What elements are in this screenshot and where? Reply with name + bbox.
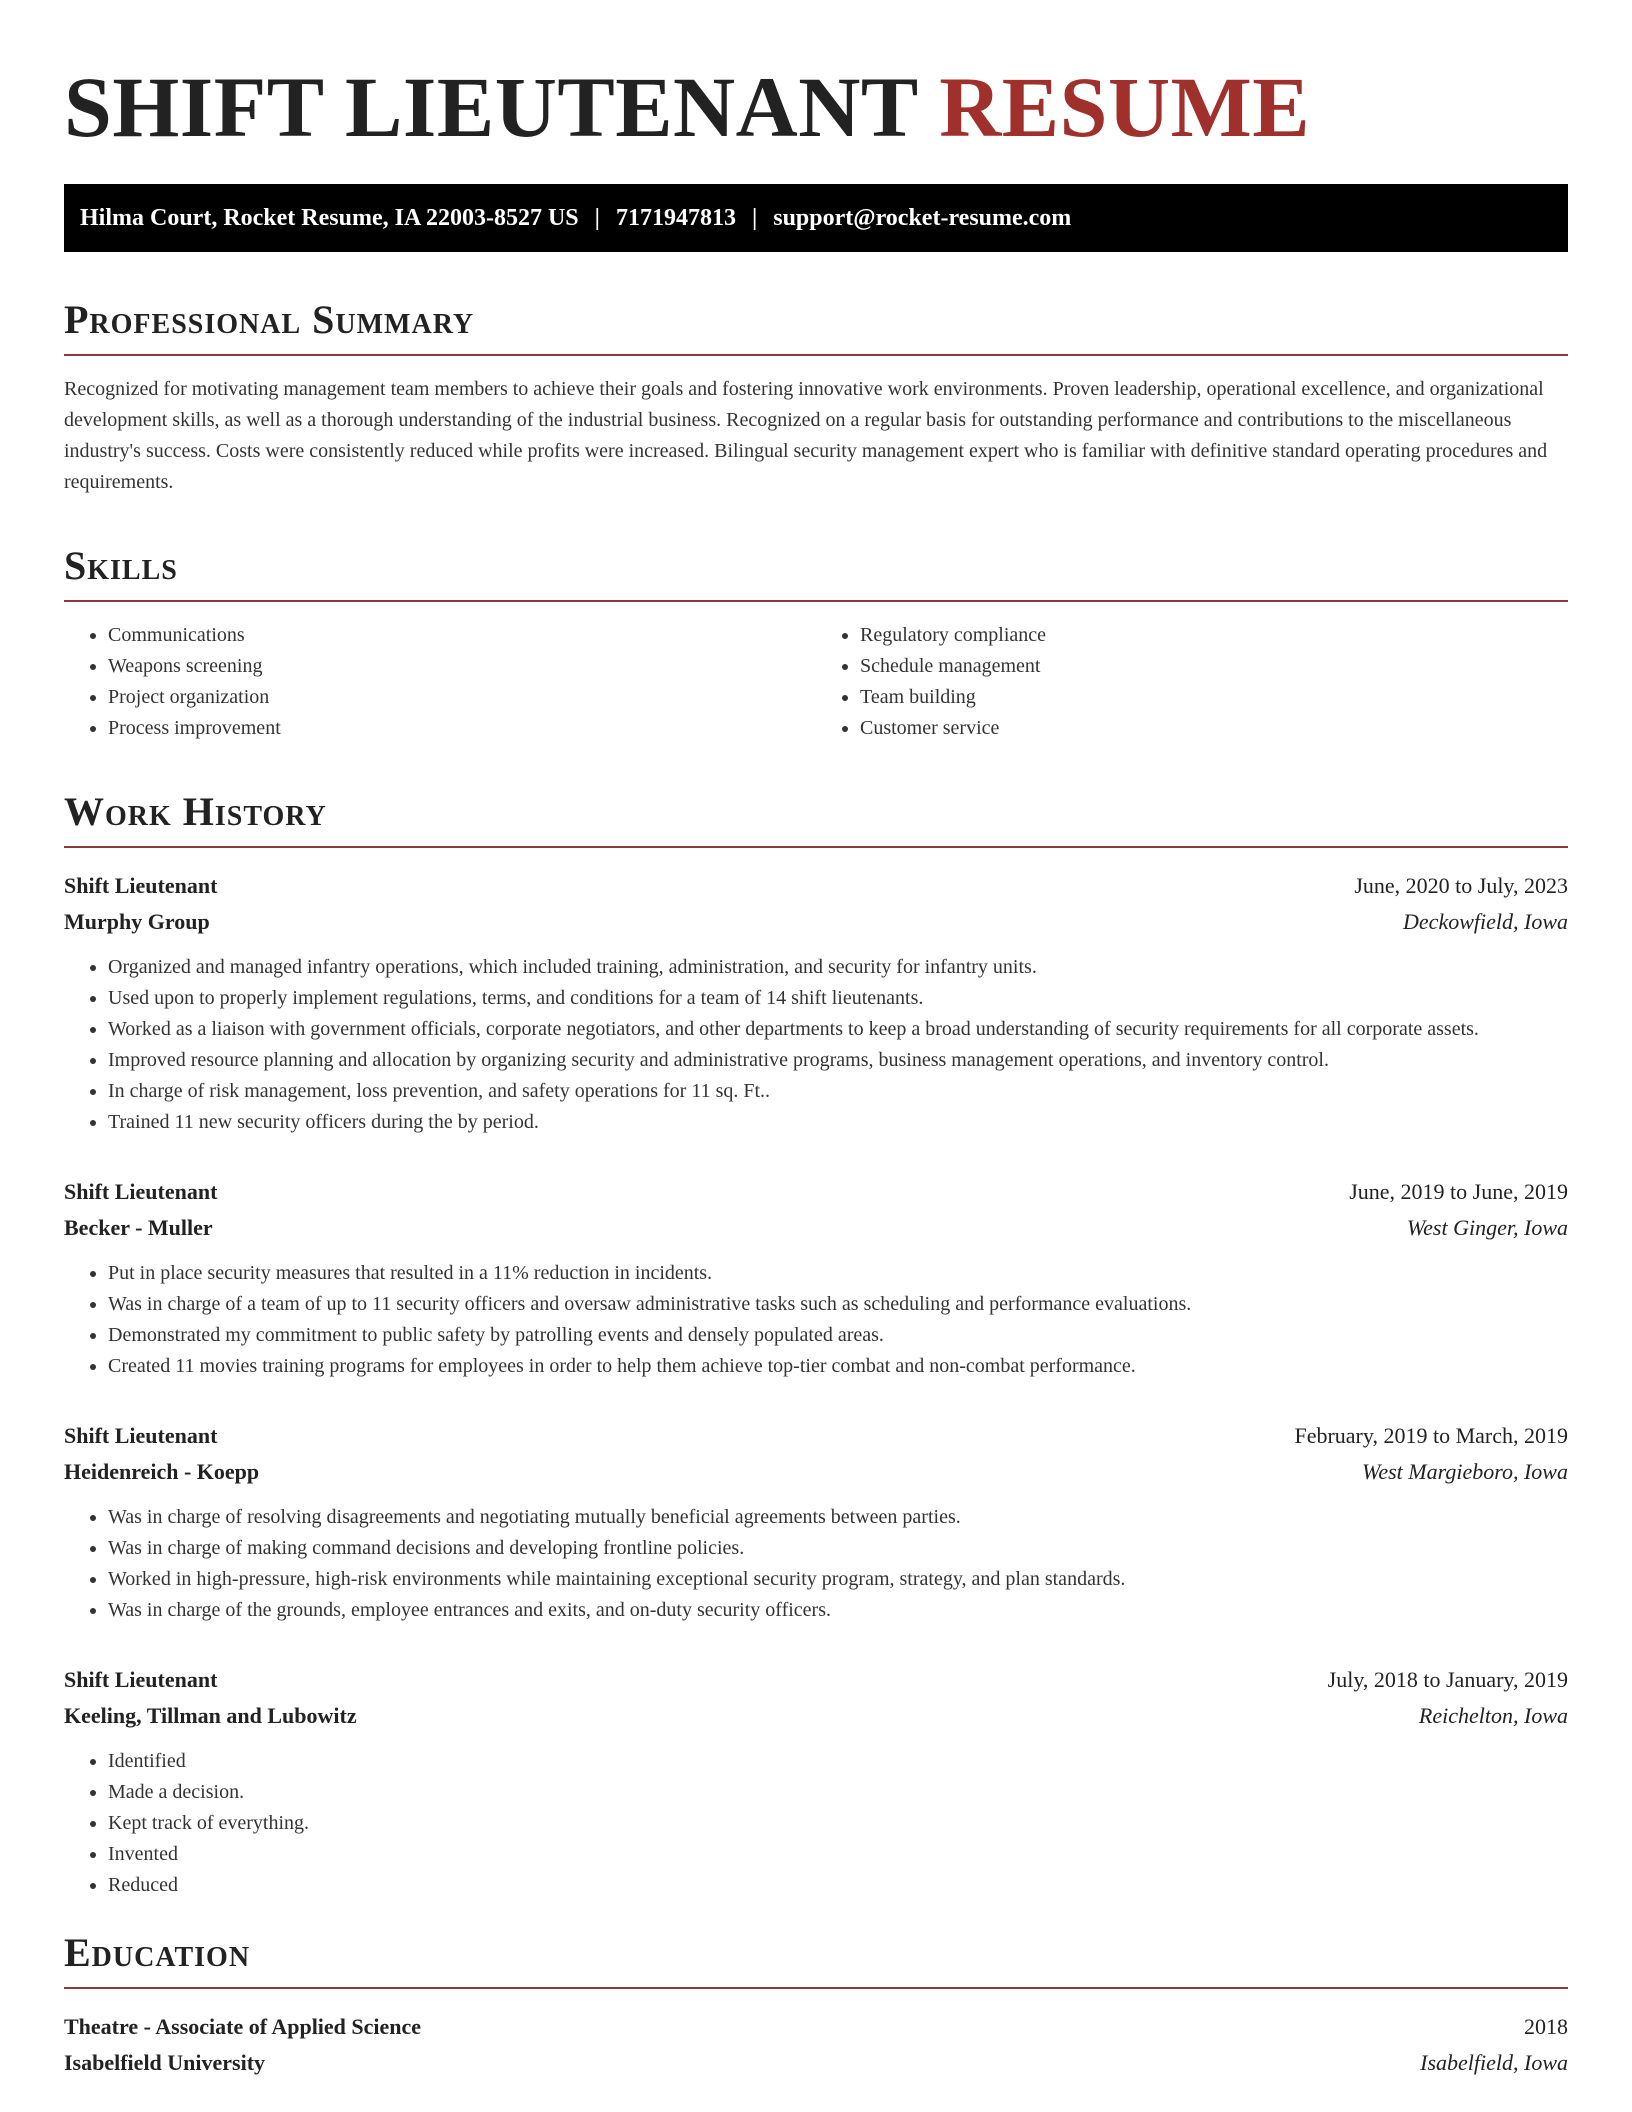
skills-heading: Skills xyxy=(64,544,1568,602)
job-bullets xyxy=(64,1258,1568,1382)
job-bullet: • Trained 11 new security officers during the by period. xyxy=(108,1107,1568,1138)
contact-email: support@rocket-resume.com xyxy=(773,204,1072,231)
job-title-row xyxy=(64,1662,1568,1698)
job-title: Shift Lieutenant xyxy=(64,1667,218,1692)
skill-item: • Project organization xyxy=(108,682,816,713)
job-title: Shift Lieutenant xyxy=(64,873,218,898)
education-heading: Education xyxy=(64,1931,1568,1989)
job-bullet: • Reduced xyxy=(108,1870,1568,1901)
job-company-row xyxy=(64,1210,1568,1246)
job-bullet: • Was in charge of resolving disagreements and negotiating mutually beneficial agreements between parties. xyxy=(108,1502,1568,1533)
job-bullet: • Was in charge of a team of up to 11 security officers and oversaw administrative tasks such as scheduling and performance evaluations. xyxy=(108,1289,1568,1320)
skills-list-right xyxy=(816,620,1568,744)
job-dates: July, 2018 to January, 2019 xyxy=(1327,1667,1568,1692)
education-location: Isabelfield, Iowa xyxy=(1420,2050,1568,2075)
job-location: West Margieboro, Iowa xyxy=(1362,1459,1568,1484)
education-entry xyxy=(64,2009,1568,2081)
job-entry xyxy=(64,1174,1568,1382)
contact-bar xyxy=(64,184,1568,252)
job-bullet: • Worked as a liaison with government officials, corporate negotiators, and other departments to keep a broad understanding of security requirements for all corporate assets. xyxy=(108,1014,1568,1045)
job-bullets xyxy=(64,952,1568,1138)
page-title xyxy=(64,59,1568,155)
job-bullet: • Invented xyxy=(108,1839,1568,1870)
education-year: 2018 xyxy=(1524,2014,1568,2039)
job-company: Murphy Group xyxy=(64,909,210,934)
contact-separator: | xyxy=(751,204,758,231)
work-history-section xyxy=(64,790,1568,1901)
job-bullet: • Was in charge of the grounds, employee entrances and exits, and on-duty security officers. xyxy=(108,1595,1568,1626)
job-company-row xyxy=(64,904,1568,940)
job-bullet: • Used upon to properly implement regulations, terms, and conditions for a team of 14 shift lieutenants. xyxy=(108,983,1568,1014)
job-location: Reichelton, Iowa xyxy=(1418,1703,1568,1728)
skill-item: • Team building xyxy=(860,682,1568,713)
education-degree-row xyxy=(64,2009,1568,2045)
skill-item: • Regulatory compliance xyxy=(860,620,1568,651)
skill-item: • Weapons screening xyxy=(108,651,816,682)
skill-item: • Communications xyxy=(108,620,816,651)
summary-heading: Professional Summary xyxy=(64,298,1568,356)
job-entry xyxy=(64,868,1568,1138)
contact-phone: 7171947813 xyxy=(615,204,736,231)
job-bullet: • Organized and managed infantry operations, which included training, administration, and security for infantry units. xyxy=(108,952,1568,983)
job-bullet: • Was in charge of making command decisions and developing frontline policies. xyxy=(108,1533,1568,1564)
job-bullet: • Made a decision. xyxy=(108,1777,1568,1808)
title-accent: RESUME xyxy=(939,59,1311,155)
job-bullet: • Demonstrated my commitment to public safety by patrolling events and densely populated areas. xyxy=(108,1320,1568,1351)
job-bullet: • Put in place security measures that resulted in a 11% reduction in incidents. xyxy=(108,1258,1568,1289)
contact-address: Hilma Court, Rocket Resume, IA 22003-8527 US xyxy=(80,204,579,231)
job-bullet: • Kept track of everything. xyxy=(108,1808,1568,1839)
job-title: Shift Lieutenant xyxy=(64,1179,218,1204)
skill-item: • Schedule management xyxy=(860,651,1568,682)
job-bullets xyxy=(64,1746,1568,1901)
education-section xyxy=(64,1931,1568,2081)
education-school-row xyxy=(64,2045,1568,2081)
job-entry xyxy=(64,1662,1568,1901)
job-dates: June, 2019 to June, 2019 xyxy=(1349,1179,1568,1204)
job-title-row xyxy=(64,1418,1568,1454)
education-school: Isabelfield University xyxy=(64,2050,266,2075)
summary-text: Recognized for motivating management team members to achieve their goals and fostering innovative work environments. Proven leadership, operational excellence, and organizational development skills, as well as a thorough understanding of the industrial business. Recognized on a regular basis for outstanding performance and contributions to the miscellaneous industry's success. Costs were consistently reduced while profits were increased. Bilingual security management expert who is familiar with definitive standard operating procedures and requirements. xyxy=(64,378,1548,493)
skill-item: • Process improvement xyxy=(108,713,816,744)
skills-section xyxy=(64,544,1568,744)
job-dates: June, 2020 to July, 2023 xyxy=(1354,873,1568,898)
job-title-row xyxy=(64,868,1568,904)
job-company-row xyxy=(64,1454,1568,1490)
job-bullet: • Created 11 movies training programs for employees in order to help them achieve top-tier combat and non-combat performance. xyxy=(108,1351,1568,1382)
work-history-heading: Work History xyxy=(64,790,1568,848)
summary-section xyxy=(64,298,1568,498)
skills-list-left xyxy=(64,620,816,744)
job-company: Heidenreich - Koepp xyxy=(64,1459,260,1484)
job-company: Becker - Muller xyxy=(64,1215,213,1240)
job-location: Deckowfield, Iowa xyxy=(1403,909,1568,934)
job-dates: February, 2019 to March, 2019 xyxy=(1294,1423,1568,1448)
job-bullet: • Identified xyxy=(108,1746,1568,1777)
skill-item: • Customer service xyxy=(860,713,1568,744)
job-location: West Ginger, Iowa xyxy=(1406,1215,1568,1240)
job-bullet: • In charge of risk management, loss prevention, and safety operations for 11 sq. Ft.. xyxy=(108,1076,1568,1107)
job-entry xyxy=(64,1418,1568,1626)
title-main: SHIFT LIEUTENANT xyxy=(64,59,918,155)
job-company-row xyxy=(64,1698,1568,1734)
job-bullets xyxy=(64,1502,1568,1626)
education-degree: Theatre - Associate of Applied Science xyxy=(64,2014,422,2039)
job-bullet: • Improved resource planning and allocation by organizing security and administrative programs, business management operations, and inventory control. xyxy=(108,1045,1568,1076)
job-bullet: • Worked in high-pressure, high-risk environments while maintaining exceptional security program, strategy, and plan standards. xyxy=(108,1564,1568,1595)
job-title-row xyxy=(64,1174,1568,1210)
job-company: Keeling, Tillman and Lubowitz xyxy=(64,1703,357,1728)
job-title: Shift Lieutenant xyxy=(64,1423,218,1448)
contact-separator: | xyxy=(594,204,600,231)
skills-grid xyxy=(64,620,1568,744)
